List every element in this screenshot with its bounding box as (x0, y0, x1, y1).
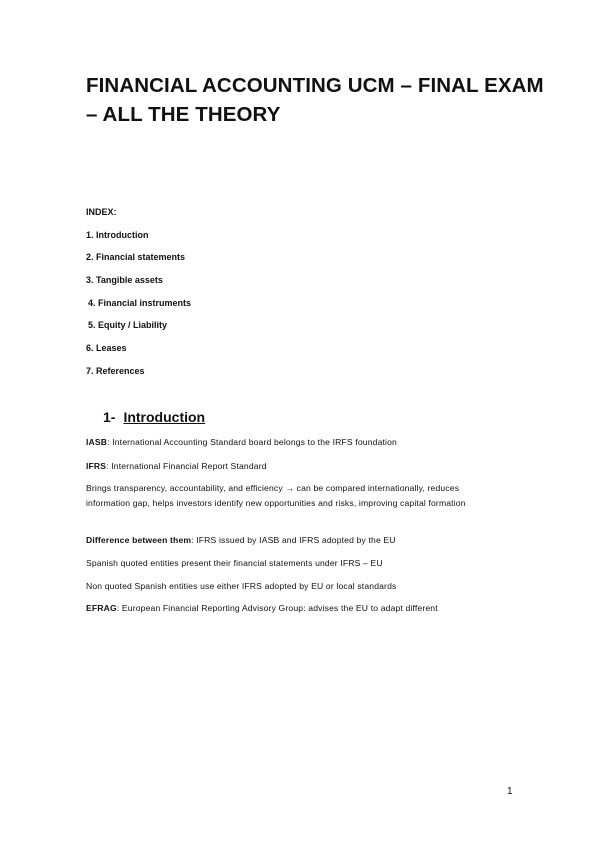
document-title-line-1: FINANCIAL ACCOUNTING UCM – FINAL EXAM (86, 74, 544, 97)
paragraph-text: : International Accounting Standard board belongs to the IRFS foundation (107, 437, 397, 447)
paragraph (86, 603, 438, 613)
term: Difference between them (86, 535, 192, 545)
term: IASB (86, 437, 108, 447)
paragraph-text: : IFRS issued by IASB and IFRS adopted by the EU (191, 535, 396, 545)
paragraph-text: : European Financial Reporting Advisory Group: advises the EU to adapt different (116, 603, 438, 613)
section-number: 1- (103, 409, 116, 425)
page-number: 1 (507, 786, 513, 797)
index-item: 3. Tangible assets (86, 275, 163, 285)
paragraph-text: : International Financial Report Standard (106, 461, 267, 471)
index-item: 1. Introduction (86, 230, 149, 240)
document-title-line-2: – ALL THE THEORY (86, 103, 281, 126)
paragraph: Non quoted Spanish entities use either IFRS adopted by EU or local standards (86, 581, 397, 591)
index-item: 7. References (86, 366, 145, 376)
index-label: INDEX: (86, 207, 117, 217)
section-heading (103, 409, 205, 425)
paragraph (86, 535, 396, 545)
paragraph (86, 461, 267, 471)
index-item: 6. Leases (86, 343, 127, 353)
paragraph: Spanish quoted entities present their financial statements under IFRS – EU (86, 558, 383, 568)
term: EFRAG (86, 603, 117, 613)
index-item: 5. Equity / Liability (88, 320, 168, 330)
term: IFRS (86, 461, 107, 471)
paragraph (86, 437, 397, 447)
index-item: 2. Financial statements (86, 252, 186, 262)
index-item: 4. Financial instruments (88, 298, 192, 308)
section-title: Introduction (123, 409, 206, 425)
paragraph: Brings transparency, accountability, and efficiency → can be compared internationally, reduces information gap, helps investors identify new opportunities and risks, improving capital formation (86, 483, 466, 508)
